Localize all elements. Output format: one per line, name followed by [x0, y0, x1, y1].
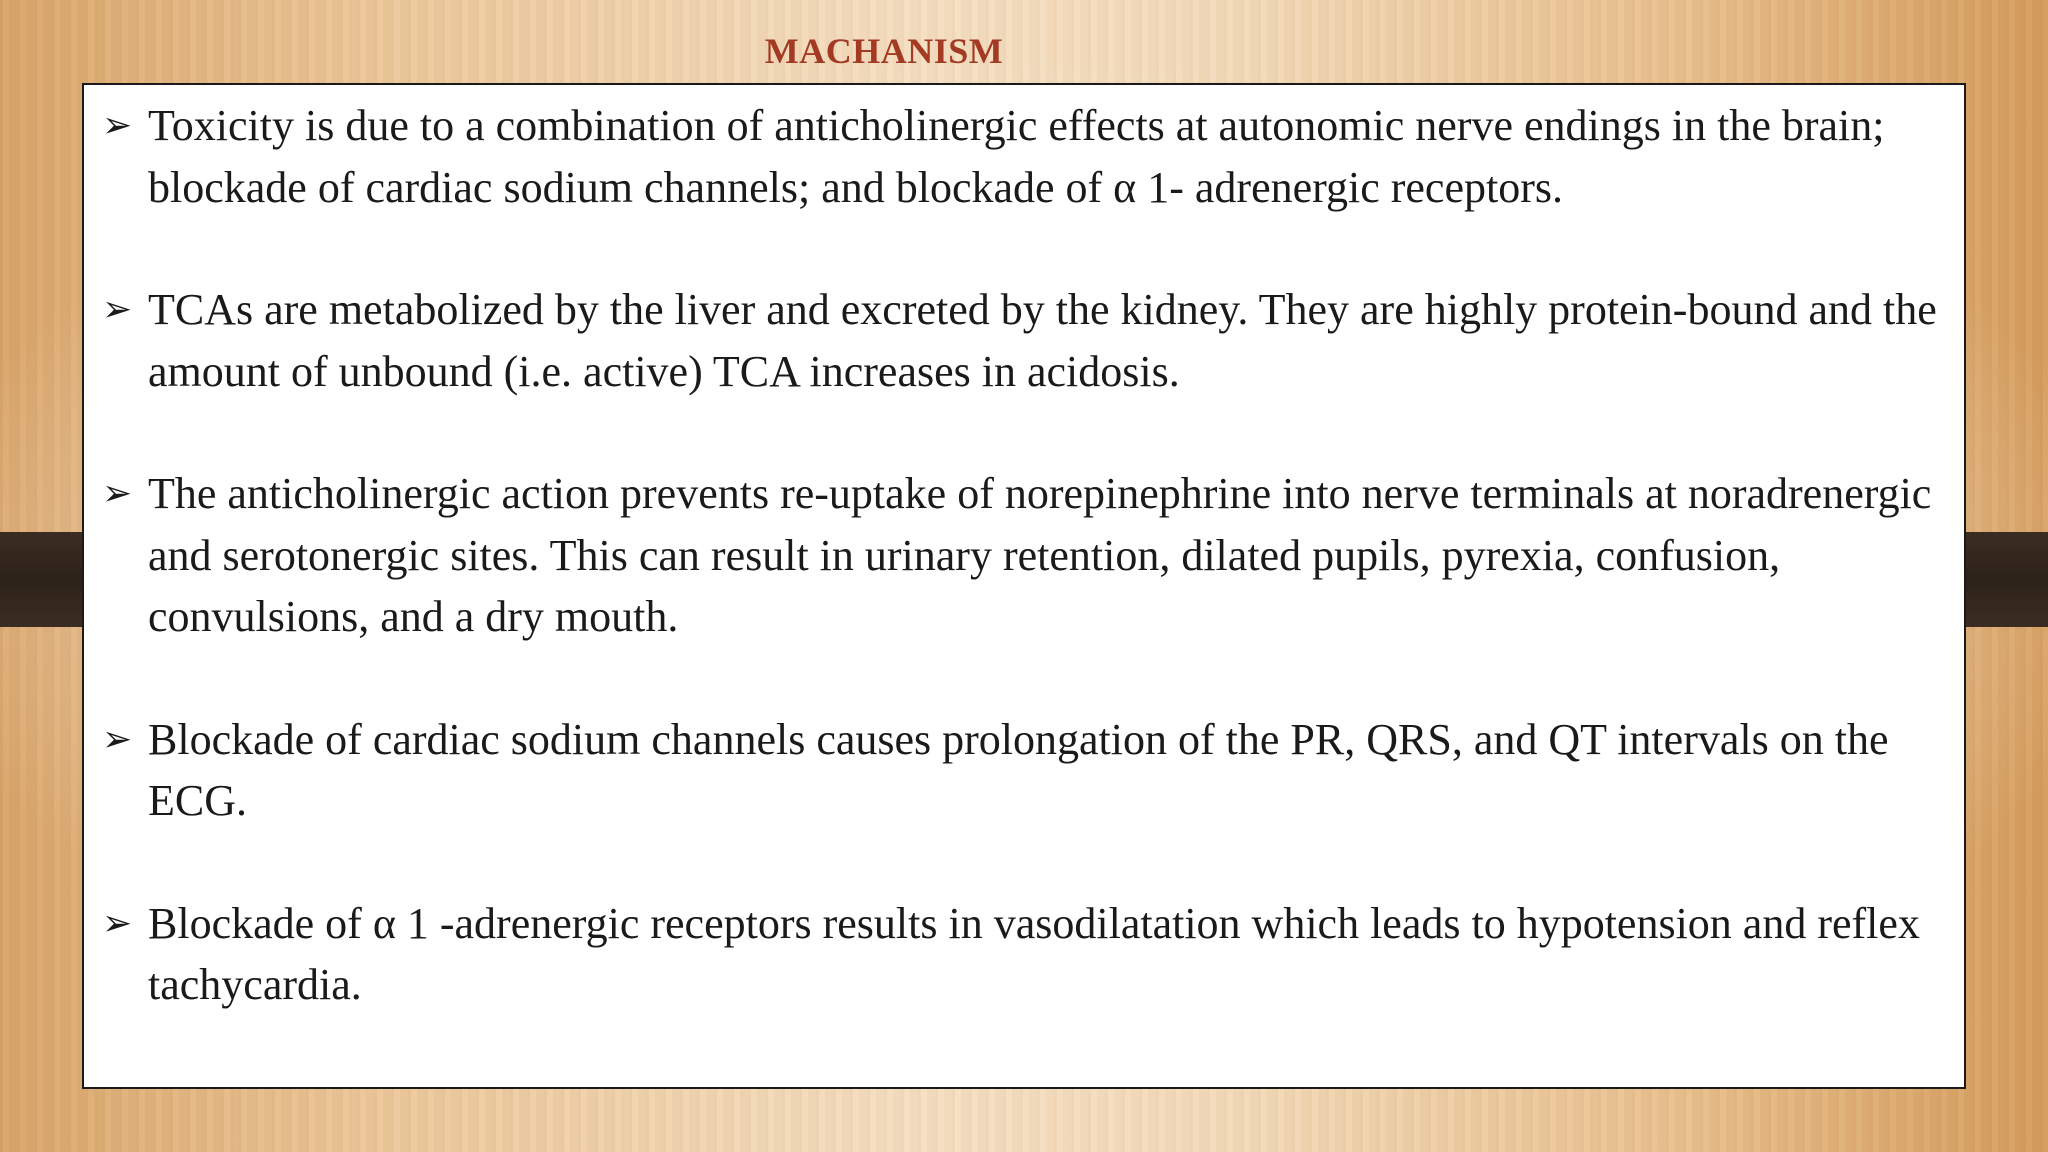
bullet-item-metabolism — [102, 279, 1962, 402]
bullet-item-toxicity — [102, 95, 1962, 218]
bullet-text: Blockade of cardiac sodium channels causes prolongation of the PR, QRS, and QT intervals on the ECG. — [148, 714, 1889, 825]
arrow-bullet-icon: ➢ — [102, 902, 133, 944]
bullet-item-sodium-channels — [102, 709, 1962, 832]
bullet-text: The anticholinergic action prevents re-uptake of norepinephrine into nerve terminals at noradrenergic and serotonergic sites. This can result in urinary retention, dilated pupils, pyrexia, confusion, convulsions, and a dry mouth. — [148, 469, 1932, 641]
content-box — [82, 83, 1966, 1089]
arrow-bullet-icon: ➢ — [102, 289, 133, 330]
bullet-item-anticholinergic — [102, 463, 1962, 648]
bullet-text: Blockade of α 1 -adrenergic receptors results in vasodilatation which leads to hypotension and reflex tachycardia. — [148, 898, 1920, 1009]
arrow-bullet-icon: ➢ — [102, 105, 133, 146]
arrow-bullet-icon: ➢ — [102, 473, 133, 514]
slide-title: MACHANISM — [764, 31, 1004, 71]
bullet-text: Toxicity is due to a combination of anticholinergic effects at autonomic nerve endings in the brain; blockade of cardiac sodium channels; and blockade of α 1- adrenergic receptors. — [148, 101, 1885, 212]
bullet-text: TCAs are metabolized by the liver and excreted by the kidney. They are highly protein-bound and the amount of unbound (i.e. active) TCA increases in acidosis. — [148, 285, 1937, 396]
bullet-list — [102, 95, 1962, 1016]
bullet-item-alpha-blockade — [102, 893, 1962, 1016]
arrow-bullet-icon: ➢ — [102, 718, 133, 760]
